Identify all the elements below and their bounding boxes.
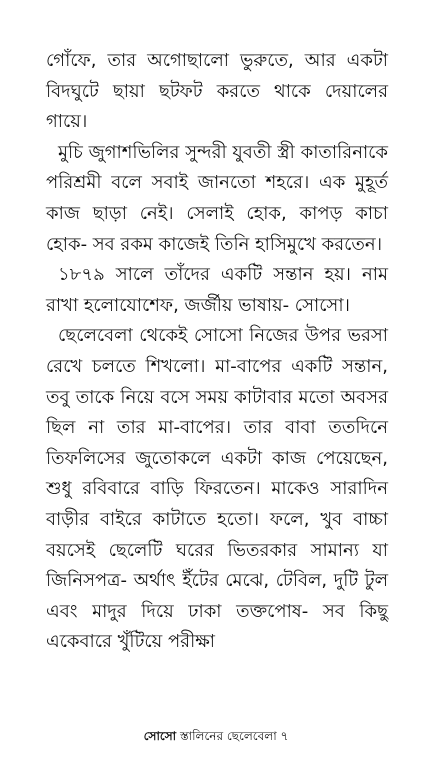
page-body-text bbox=[46, 46, 388, 658]
footer-page-number: ৭ bbox=[280, 729, 289, 743]
footer-book-title: সোসো bbox=[143, 729, 177, 743]
paragraph-1: গোঁফে, তার অগোছালো ভুরুতে, আর একটা বিদঘুটে ছায়া ছটফট করতে থাকে দেয়ালের গায়ে। bbox=[46, 50, 388, 133]
paragraph-2: মুচি জুগাশভিলির সুন্দরী যুবতী স্ত্রী কাতারিনাকে পরিশ্রমী বলে সবাই জানতো শহরে। এক মুহূর্ত কাজ ছাড়া নেই। সেলাই হোক, কাপড় কাচা হোক- সব রকম কাজেই তিনি হাসিমুখে করতেন। bbox=[46, 141, 388, 255]
page-footer bbox=[0, 728, 432, 744]
footer-running-title: স্তালিনের ছেলেবেলা bbox=[176, 729, 281, 743]
paragraph-3: ১৮৭৯ সালে তাঁদের একটি সন্তান হয়। নাম রাখা হলোযোশেফ, জর্জীয় ভাষায়- সোসো। bbox=[46, 264, 388, 316]
paragraph-4: ছেলেবেলা থেকেই সোসো নিজের উপর ভরসা রেখে চলতে শিখলো। মা-বাপের একটি সন্তান, তবু তাকে নিয়ে বসে সময় কাটাবার মতো অবসর ছিল না তার মা-বাপের। তার বাবা ততদিনে তিফলিসের জুতোকলে একটা কাজ পেয়েছেন, শুধু রবিবারে বাড়ি ফিরতেন। মাকেও সারাদিন বাড়ীর বাইরে কাটাতে হতো। ফলে, খুব বাচ্চা বয়সেই ছেলেটি ঘরের ভিতরকার সামান্য যা জিনিসপত্র- অর্থাৎ ইঁটের মেঝে, টেবিল, দুটি টুল এবং মাদুর দিয়ে ঢাকা তক্তপোষ- সব কিছু একেবারে খুঁটিয়ে পরীক্ষা bbox=[46, 325, 388, 653]
